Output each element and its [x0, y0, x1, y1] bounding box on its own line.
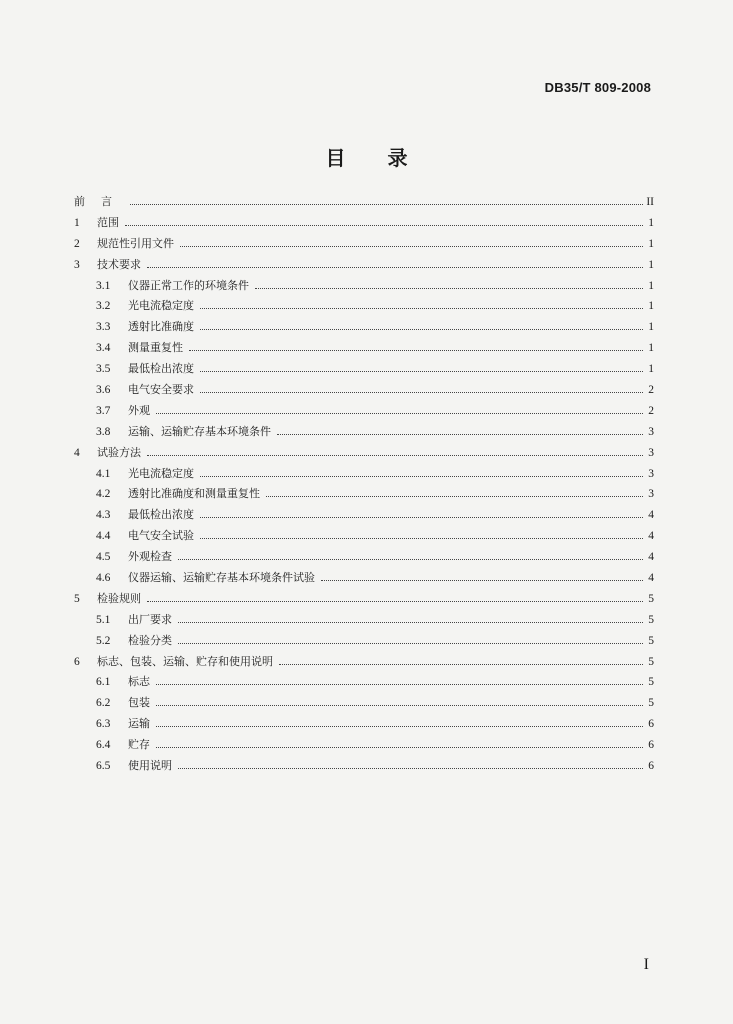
toc-entry[interactable]: [74, 338, 654, 359]
toc-entry-number: 6.5: [96, 760, 111, 773]
toc-entry-page: 5: [648, 634, 654, 647]
toc-entry[interactable]: [74, 234, 654, 255]
toc-entry-page: 2: [648, 404, 654, 417]
toc-entry[interactable]: [74, 255, 654, 276]
toc-entry[interactable]: [74, 735, 654, 756]
toc-entry-page: 5: [648, 592, 654, 605]
toc-entry-label: 电气安全试验: [128, 529, 194, 543]
toc-entry[interactable]: [74, 276, 654, 297]
toc-leader-dots: [200, 391, 643, 393]
toc-leader-dots: [125, 224, 643, 226]
toc-entry-page: 1: [648, 342, 654, 355]
toc-leader-dots: [147, 454, 643, 456]
toc-entry-label: 范围: [97, 215, 119, 229]
toc-entry[interactable]: [74, 443, 654, 464]
toc-entry-label: 规范性引用文件: [97, 236, 174, 250]
toc-entry-number: 5.2: [96, 634, 111, 647]
toc-leader-dots: [200, 328, 643, 330]
toc-entry-label: 透射比准确度: [128, 320, 194, 334]
toc-entry-number: 6.3: [96, 718, 111, 731]
toc-entry-number: 5: [74, 592, 80, 605]
toc-entry-label: 检验分类: [128, 633, 172, 647]
toc-entry[interactable]: [74, 401, 654, 422]
toc-entry[interactable]: [74, 359, 654, 380]
toc-entry-number: 4.2: [96, 488, 111, 501]
toc-entry-page: 1: [648, 279, 654, 292]
toc-entry[interactable]: [74, 422, 654, 443]
toc-entry-page: 3: [648, 488, 654, 501]
toc-entry-number: 1: [74, 216, 80, 229]
toc-leader-dots: [156, 412, 643, 414]
toc-entry[interactable]: [74, 756, 654, 777]
toc-entry-label: 前言: [74, 195, 128, 208]
toc-entry-number: 6.1: [96, 676, 111, 689]
toc-entry-number: 2: [74, 237, 80, 250]
toc-entry-label: 测量重复性: [128, 341, 183, 355]
toc-entry[interactable]: [74, 484, 654, 505]
toc-entry-number: 4.5: [96, 551, 111, 564]
toc-entry-page: 6: [648, 739, 654, 752]
toc-entry-label: 检验规则: [97, 591, 141, 605]
toc-leader-dots: [200, 516, 643, 518]
toc-entry-page: 4: [648, 551, 654, 564]
toc-entry-label: 最低检出浓度: [128, 362, 194, 376]
toc-entry-page: 1: [648, 321, 654, 334]
toc-entry-page: 5: [648, 676, 654, 689]
toc-entry-page: 5: [648, 655, 654, 668]
toc-entry-label: 仪器正常工作的环境条件: [128, 278, 249, 292]
toc-entry-label: 仪器运输、运输贮存基本环境条件试验: [128, 571, 315, 585]
toc-entry-number: 3.5: [96, 363, 111, 376]
toc-leader-dots: [277, 433, 643, 435]
toc-entry-label: 最低检出浓度: [128, 508, 194, 522]
toc-leader-dots: [200, 370, 643, 372]
toc-leader-dots: [255, 287, 643, 289]
toc-entry-page: 3: [648, 425, 654, 438]
toc-entry-page: II: [646, 196, 654, 208]
toc-entry-number: 3.1: [96, 279, 111, 292]
toc-entry[interactable]: [74, 631, 654, 652]
toc-entry-page: 6: [648, 760, 654, 773]
toc-entry[interactable]: [74, 610, 654, 631]
toc-entry-page: 4: [648, 509, 654, 522]
toc-entry-label: 运输、运输贮存基本环境条件: [128, 424, 271, 438]
toc-entry-number: 4: [74, 446, 80, 459]
toc-leader-dots: [180, 245, 643, 247]
table-of-contents: [74, 192, 654, 777]
toc-entry[interactable]: [74, 547, 654, 568]
toc-entry[interactable]: [74, 652, 654, 673]
toc-entry-page: 1: [648, 258, 654, 271]
toc-entry-number: 3.6: [96, 384, 111, 397]
toc-leader-dots: [147, 266, 643, 268]
toc-leader-dots: [156, 746, 643, 748]
toc-entry-page: 3: [648, 467, 654, 480]
toc-entry[interactable]: [74, 505, 654, 526]
toc-entry[interactable]: [74, 380, 654, 401]
toc-entry-label: 贮存: [128, 738, 150, 752]
toc-entry-number: 4.4: [96, 530, 111, 543]
toc-entry[interactable]: [74, 693, 654, 714]
toc-entry-label: 标志、包装、运输、贮存和使用说明: [97, 654, 273, 668]
page-title: 目录: [325, 146, 450, 170]
toc-entry-label: 标志: [128, 675, 150, 689]
toc-leader-dots: [321, 579, 643, 581]
toc-entry-page: 6: [648, 718, 654, 731]
page-number: I: [643, 956, 649, 973]
toc-leader-dots: [279, 663, 643, 665]
toc-entry[interactable]: [74, 464, 654, 485]
toc-entry-number: 4.3: [96, 509, 111, 522]
toc-entry-page: 5: [648, 613, 654, 626]
toc-leader-dots: [266, 495, 643, 497]
toc-entry-label: 出厂要求: [128, 612, 172, 626]
toc-entry-number: 4.6: [96, 572, 111, 585]
toc-leader-dots: [130, 203, 643, 205]
toc-entry-number: 6.2: [96, 697, 111, 710]
toc-leader-dots: [178, 558, 643, 560]
toc-leader-dots: [178, 642, 643, 644]
toc-entry[interactable]: [74, 568, 654, 589]
toc-leader-dots: [200, 537, 643, 539]
toc-entry[interactable]: [74, 192, 654, 213]
toc-entry-number: 3.3: [96, 321, 111, 334]
standard-code: DB35/T 809-2008: [544, 80, 651, 95]
toc-leader-dots: [189, 349, 643, 351]
toc-entry-number: 3.7: [96, 404, 111, 417]
toc-entry-number: 6.4: [96, 739, 111, 752]
toc-entry-page: 5: [648, 697, 654, 710]
toc-leader-dots: [156, 704, 643, 706]
toc-entry[interactable]: [74, 213, 654, 234]
toc-leader-dots: [178, 621, 643, 623]
toc-leader-dots: [156, 683, 643, 685]
toc-leader-dots: [178, 767, 643, 769]
toc-entry-label: 外观检查: [128, 550, 172, 564]
toc-entry-page: 1: [648, 237, 654, 250]
toc-entry[interactable]: [74, 672, 654, 693]
toc-entry[interactable]: [74, 526, 654, 547]
toc-entry-label: 外观: [128, 403, 150, 417]
toc-entry-label: 电气安全要求: [128, 383, 194, 397]
toc-entry-label: 包装: [128, 696, 150, 710]
toc-entry-number: 5.1: [96, 613, 111, 626]
toc-entry-number: 3: [74, 258, 80, 271]
toc-entry[interactable]: [74, 589, 654, 610]
toc-entry-number: 3.8: [96, 425, 111, 438]
toc-entry-label: 光电流稳定度: [128, 466, 194, 480]
toc-entry-page: 4: [648, 572, 654, 585]
toc-leader-dots: [200, 475, 643, 477]
toc-entry-label: 使用说明: [128, 759, 172, 773]
toc-entry-page: 3: [648, 446, 654, 459]
toc-entry-number: 6: [74, 655, 80, 668]
toc-entry-page: 1: [648, 363, 654, 376]
toc-entry-number: 3.2: [96, 300, 111, 313]
toc-entry-number: 4.1: [96, 467, 111, 480]
toc-entry-page: 1: [648, 300, 654, 313]
toc-leader-dots: [147, 600, 643, 602]
toc-entry[interactable]: [74, 317, 654, 338]
toc-entry-label: 运输: [128, 717, 150, 731]
toc-entry[interactable]: [74, 296, 654, 317]
toc-entry-label: 光电流稳定度: [128, 299, 194, 313]
toc-entry-page: 1: [648, 216, 654, 229]
toc-entry-page: 4: [648, 530, 654, 543]
toc-entry-label: 试验方法: [97, 445, 141, 459]
toc-entry-page: 2: [648, 384, 654, 397]
toc-entry[interactable]: [74, 714, 654, 735]
toc-entry-label: 技术要求: [97, 257, 141, 271]
toc-entry-number: 3.4: [96, 342, 111, 355]
toc-entry-label: 透射比准确度和测量重复性: [128, 487, 260, 501]
toc-leader-dots: [200, 307, 643, 309]
toc-leader-dots: [156, 725, 643, 727]
